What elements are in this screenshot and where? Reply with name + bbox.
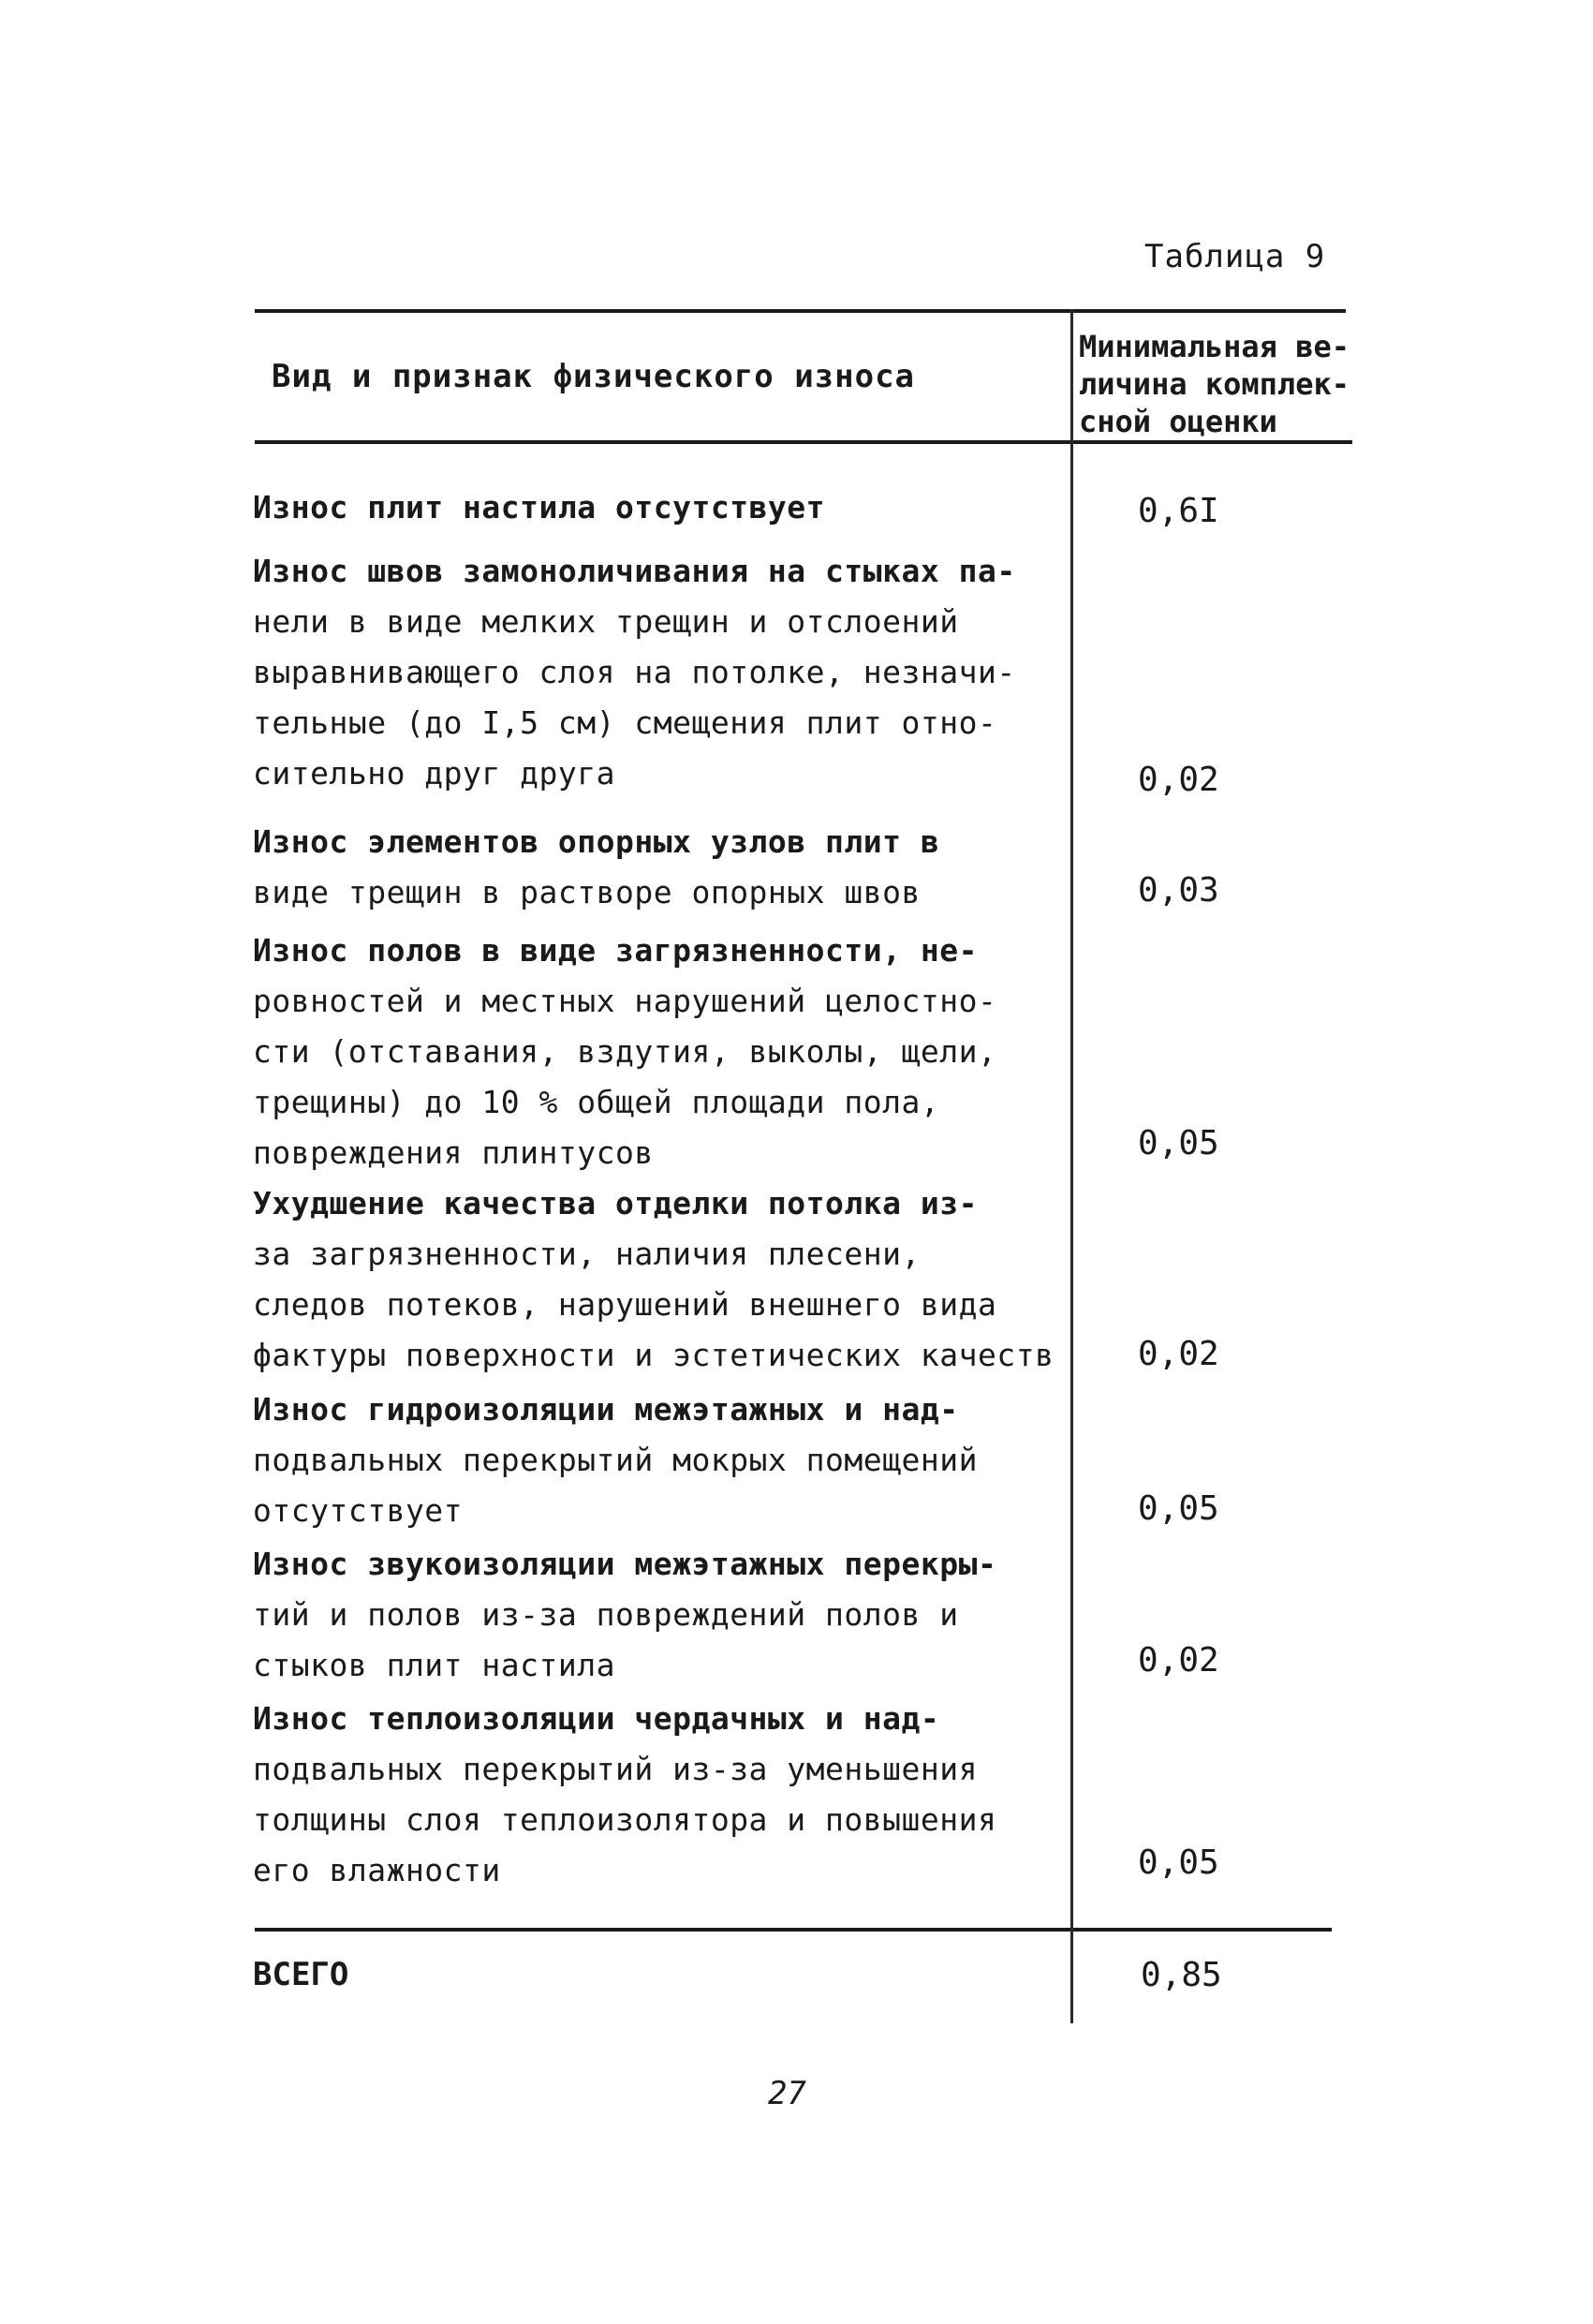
row-value: 0,05 [1138, 1124, 1219, 1162]
table-row [253, 1539, 1068, 1691]
row-description [253, 546, 1068, 799]
row-line: за загрязненности, наличия плесени, [253, 1236, 921, 1272]
table-label: Таблица 9 [1144, 238, 1326, 275]
row-description [253, 817, 1068, 918]
row-line: Износ звукоизоляции межэтажных перекры- [253, 1546, 997, 1582]
header-value [1079, 328, 1360, 440]
row-description [253, 1178, 1068, 1381]
total-label: ВСЕГО [253, 1956, 349, 1993]
row-line: Износ элементов опорных узлов плит в [253, 823, 940, 860]
row-value: 0,05 [1138, 1843, 1219, 1882]
row-line: нели в виде мелких трещин и отслоений [253, 603, 959, 640]
header-value-line: сной оценки [1079, 404, 1277, 439]
row-line: трещины) до 10 % общей площади пола, [253, 1084, 940, 1120]
total-top-rule [255, 1928, 1332, 1932]
row-line: Износ гидроизоляции межэтажных и над- [253, 1391, 959, 1428]
row-description [253, 1539, 1068, 1691]
row-line: подвальных перекрытий мокрых помещений [253, 1442, 978, 1478]
row-description [253, 482, 1068, 533]
row-line: ровностей и местных нарушений целостно- [253, 983, 997, 1019]
row-line: тельные (до I,5 см) смещения плит отно- [253, 704, 997, 741]
row-value: 0,03 [1138, 871, 1219, 910]
table-row [253, 1384, 1068, 1536]
table-row [253, 817, 1068, 918]
row-value: 0,02 [1138, 1641, 1219, 1680]
row-line: фактуры поверхности и эстетических качеств [253, 1337, 1055, 1373]
row-line: его влажности [253, 1852, 501, 1888]
table-row [253, 1694, 1068, 1896]
row-line: Износ теплоизоляции чердачных и над- [253, 1700, 940, 1737]
row-value: 0,02 [1138, 1335, 1219, 1373]
row-line: повреждения плинтусов [253, 1134, 654, 1171]
row-line: подвальных перекрытий из-за уменьшения [253, 1751, 978, 1787]
row-description [253, 1694, 1068, 1896]
table-row [253, 546, 1068, 799]
row-line: стыков плит настила [253, 1647, 615, 1683]
row-line: виде трещин в растворе опорных швов [253, 874, 921, 910]
row-line: Износ полов в виде загрязненности, не- [253, 932, 978, 969]
row-value: 0,05 [1138, 1489, 1219, 1528]
row-line: следов потеков, нарушений внешнего вида [253, 1286, 997, 1323]
row-value: 0,6I [1138, 492, 1219, 530]
table-row [253, 1178, 1068, 1381]
row-description [253, 925, 1068, 1178]
header-description: Вид и признак физического износа [272, 358, 916, 395]
table-row [253, 925, 1068, 1178]
row-line: сительно друг друга [253, 755, 615, 792]
column-divider [1070, 309, 1073, 2023]
row-line: Износ плит настила отсутствует [253, 489, 826, 525]
header-bottom-rule [255, 440, 1352, 444]
page-number: 27 [768, 2075, 806, 2112]
row-line: отсутствует [253, 1492, 464, 1529]
table-top-rule [255, 309, 1346, 313]
header-value-line: личина комплек- [1079, 366, 1350, 402]
total-value: 0,85 [1141, 1956, 1222, 1994]
header-value-line: Минимальная ве- [1079, 329, 1350, 364]
row-line: выравнивающего слоя на потолке, незначи- [253, 654, 1016, 690]
row-description [253, 1384, 1068, 1536]
row-line: толщины слоя теплоизолятора и повышения [253, 1801, 997, 1838]
row-line: сти (отставания, вздутия, выколы, щели, [253, 1033, 997, 1070]
row-line: Ухудшение качества отделки потолка из- [253, 1185, 978, 1221]
table-row [253, 482, 1068, 533]
row-value: 0,02 [1138, 761, 1219, 799]
row-line: тий и полов из-за повреждений полов и [253, 1596, 959, 1633]
row-line: Износ швов замоноличивания на стыках па- [253, 553, 1016, 589]
